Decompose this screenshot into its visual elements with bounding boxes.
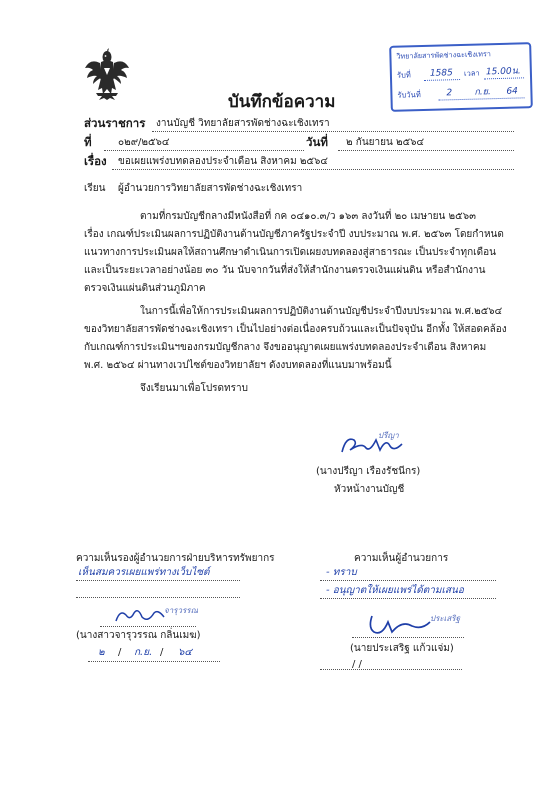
right-heading: ความเห็นผู้อำนวยการ <box>354 553 449 564</box>
agency-label: ส่วนราชการ <box>84 116 146 130</box>
left-comment: เห็นสมควรเผยแพร่ทางเว็บไซต์ <box>78 567 210 578</box>
right-signature-text: ประเสริฐ <box>430 614 460 623</box>
ref-value: ๐๒๙/๒๕๖๔ <box>118 137 170 148</box>
left-name: (นางสาวจารุวรรณ กลิ่นเมฆ) <box>76 630 201 641</box>
stamp-date-month: ก.ย. <box>474 87 491 98</box>
right-comment-2: - อนุญาตให้เผยแพร่ได้ตามเสนอ <box>326 585 464 596</box>
signer-position: หัวหน้างานบัญชี <box>334 484 405 495</box>
body-p2-line1: ในการนี้เพื่อให้การประเมินผลการปฏิบัติงานด้านบัญชีประจำปีงบประมาณ พ.ศ.๒๕๖๔ <box>140 306 503 317</box>
left-date-year: ๖๔ <box>178 647 192 658</box>
right-comment-1: - ทราบ <box>326 567 357 578</box>
left-signature-icon <box>112 605 168 627</box>
body-closing: จึงเรียนมาเพื่อโปรดทราบ <box>140 383 248 394</box>
left-date-day: ๒ <box>98 647 105 658</box>
stamp-date-label: รับวันที่ <box>397 90 421 100</box>
left-heading: ความเห็นรองผู้อำนวยการฝ่ายบริหารทรัพยากร <box>76 553 275 564</box>
right-signature-icon <box>362 612 434 638</box>
right-name: (นายประเสริฐ แก้วแจ่ม) <box>350 643 454 654</box>
subject-label: เรื่อง <box>84 154 107 168</box>
to-value: ผู้อำนวยการวิทยาลัยสารพัดช่างฉะเชิงเทรา <box>118 183 303 194</box>
body-p1-line3: แนวทางการประเมินผลให้สถานศึกษาดำเนินการเปิดเผยงบทดลองสู่สาธารณะ เป็นประจำทุกเดือน <box>84 247 496 258</box>
page-title: บันทึกข้อความ <box>228 92 336 112</box>
body-p1-line1: ตามที่กรมบัญชีกลางมีหนังสือที่ กค ๐๔๑๐.๓/ว ๑๖๓ ลงวันที่ ๒๐ เมษายน ๒๕๖๓ <box>140 211 476 222</box>
to-label: เรียน <box>84 183 106 194</box>
body-p2-line3: กับเกณฑ์การประเมินฯของกรมบัญชีกลาง จึงขออนุญาตเผยแพร่งบทดลองประจำเดือน สิงหาคม <box>84 342 487 353</box>
left-date-month: ก.ย. <box>134 647 153 658</box>
body-p2-line2: ของวิทยาลัยสารพัดช่างฉะเชิงเทรา เป็นไปอย่างต่อเนื่องครบถ้วนและเป็นปัจจุบัน อีกทั้ง ให้สอดคล้อง <box>84 324 507 335</box>
left-signature-text: จารุวรรณ <box>164 606 198 615</box>
date-value: ๒ กันยายน ๒๕๖๔ <box>346 137 425 148</box>
stamp-receipt-no: 1585 <box>429 68 453 79</box>
signer-signature-text: ปรีญา <box>378 431 399 440</box>
stamp-date-day: 2 <box>446 88 453 99</box>
body-p1-line2: เรื่อง เกณฑ์ประเมินผลการปฏิบัติงานด้านบัญชีภาครัฐประจำปี งบประมาณ พ.ศ. ๒๕๖๓ โดยกำหนด <box>84 229 504 240</box>
body-p1-line4: และเป็นระยะเวลาอย่างน้อย ๓๐ วัน นับจากวันที่ส่งให้สำนักงานตรวจเงินแผ่นดิน หรือสำนักงาน <box>84 265 486 276</box>
stamp-date-year: 64 <box>506 86 518 97</box>
signer-name: (นางปรีญา เรืองรัชนีกร) <box>316 466 421 477</box>
agency-value: งานบัญชี วิทยาลัยสารพัดช่างฉะเชิงเทรา <box>156 118 330 129</box>
body-p2-line4: พ.ศ. ๒๕๖๔ ผ่านทางเวปไซต์ของวิทยาลัยฯ ดังงบทดลองที่แนบมาพร้อมนี้ <box>84 360 392 371</box>
body-p1-line5: ตรวจเงินแผ่นดินส่วนภูมิภาค <box>84 283 206 294</box>
date-label: วันที่ <box>306 135 328 149</box>
subject-value: ขอเผยแพร่งบทดลองประจำเดือน สิงหาคม ๒๕๖๔ <box>118 156 328 167</box>
ref-label: ที่ <box>84 135 92 149</box>
stamp-time: 15.00น. <box>485 66 521 78</box>
receipt-stamp <box>389 42 533 112</box>
right-date-separators: / / <box>352 659 362 670</box>
stamp-org: วิทยาลัยสารพัดช่างฉะเชิงเทรา <box>396 49 491 61</box>
garuda-emblem-icon <box>84 48 130 100</box>
stamp-receipt-label: รับที่ <box>396 70 411 80</box>
stamp-time-label: เวลา <box>463 68 480 78</box>
